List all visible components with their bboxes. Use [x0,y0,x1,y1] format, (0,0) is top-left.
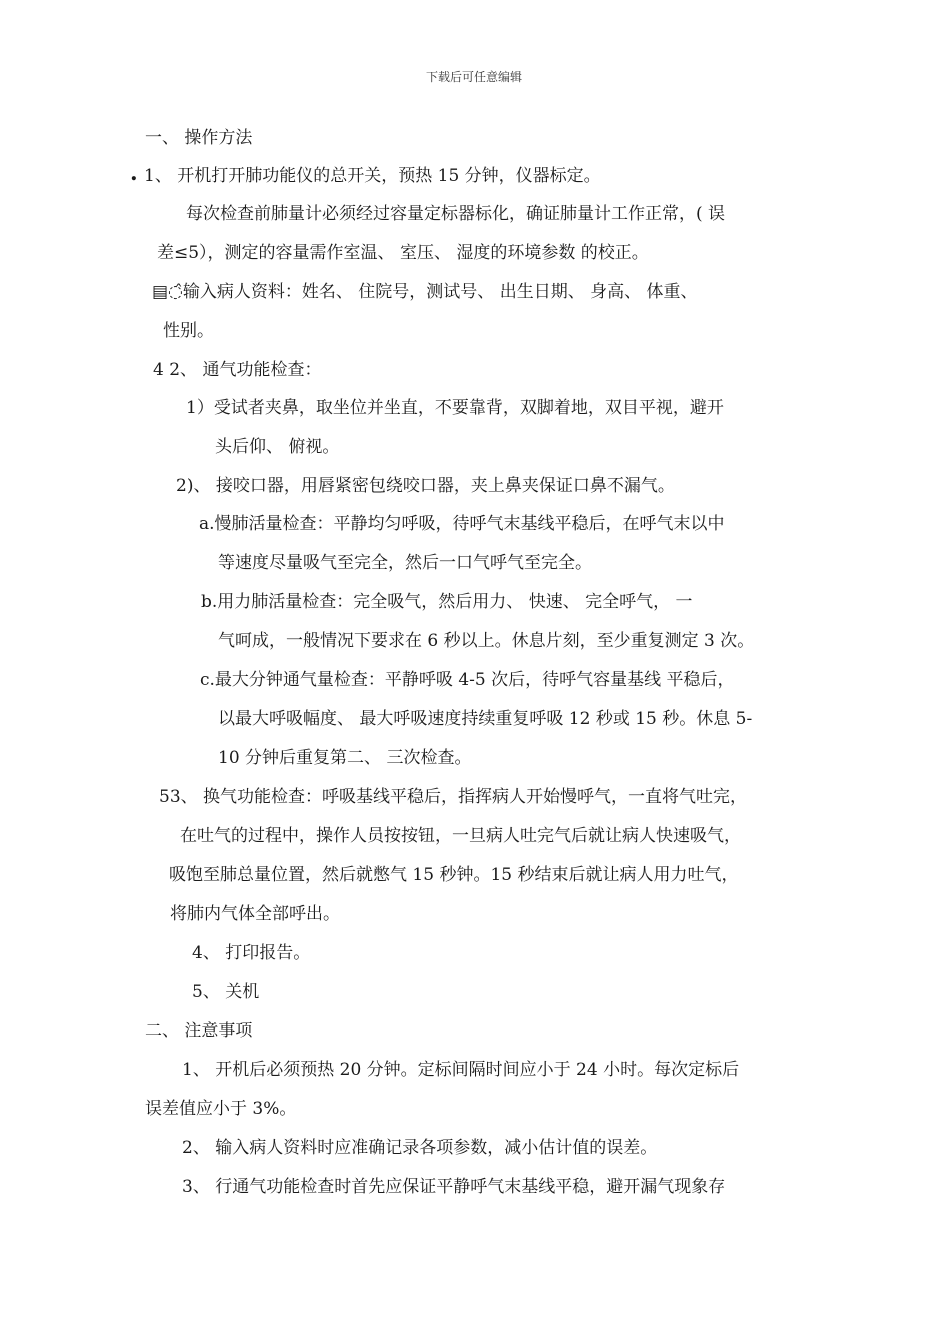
text-line: 10 分钟后重复第二、 三次检查。 [218,748,472,768]
text-line: ▤◌̂输入病人资料：姓名、 住院号，测试号、 出生日期、 身高、 体重、 [152,282,698,302]
text-line: 4、 打印报告。 [192,943,311,963]
text-line: 将肺内气体全部呼出。 [170,904,340,924]
text-line: 2)、 接咬口器，用唇紧密包绕咬口器，夹上鼻夹保证口鼻不漏气。 [176,476,675,496]
text-line: 在吐气的过程中，操作人员按按钮，一旦病人吐完气后就让病人快速吸气， [180,826,741,846]
text-line: b.用力肺活量检查：完全吸气，然后用力、 快速、 完全呼气， 一 [201,592,693,612]
text-line: 1、 开机打开肺功能仪的总开关，预热 15 分钟，仪器标定。 [144,166,601,186]
text-line: 2、 输入病人资料时应准确记录各项参数，减小估计值的误差。 [182,1138,658,1158]
text-line: 吸饱至肺总量位置，然后就憋气 15 秒钟。15 秒结束后就让病人用力吐气， [169,865,739,885]
text-line: 5、 关机 [192,982,260,1002]
text-line: 每次检查前肺量计必须经过容量定标器标化，确证肺量计工作正常，( 误 [186,204,726,224]
text-line: 4 2、 通气功能检查： [153,360,322,380]
text-line: 差≤5），测定的容量需作室温、 室压、 湿度的环境参数 的校正。 [157,243,649,263]
stray-dot: . [130,160,138,186]
page-header: 下载后可任意编辑 [426,70,523,84]
text-line: 气呵成，一般情况下要求在 6 秒以上。休息片刻，至少重复测定 3 次。 [218,631,755,651]
text-line: 1、 开机后必须预热 20 分钟。定标间隔时间应小于 24 小时。每次定标后 [182,1060,740,1080]
text-line: 3、 行通气功能检查时首先应保证平静呼气末基线平稳，避开漏气现象存 [182,1177,726,1197]
text-line: 等速度尽量吸气至完全，然后一口气呼气至完全。 [218,553,592,573]
text-line: a.慢肺活量检查：平静均匀呼吸，待呼气末基线平稳后，在呼气末以中 [199,514,725,534]
text-line: 1）受试者夹鼻，取坐位并坐直，不要靠背，双脚着地，双目平视，避开 [186,398,724,418]
text-line: 53、 换气功能检查：呼吸基线平稳后，指挥病人开始慢呼气，一直将气吐完， [159,787,748,807]
text-line: c.最大分钟通气量检查：平静呼吸 4-5 次后，待呼气容量基线 平稳后， [200,670,735,690]
section-heading-1: 一、 操作方法 [145,128,253,148]
text-line: 性别。 [163,321,214,341]
text-line: 误差值应小于 3%。 [145,1099,297,1119]
section-heading-2: 二、 注意事项 [145,1021,253,1041]
text-line: 头后仰、 俯视。 [215,437,340,457]
text-line: 以最大呼吸幅度、 最大呼吸速度持续重复呼吸 12 秒或 15 秒。休息 5- [218,709,753,729]
